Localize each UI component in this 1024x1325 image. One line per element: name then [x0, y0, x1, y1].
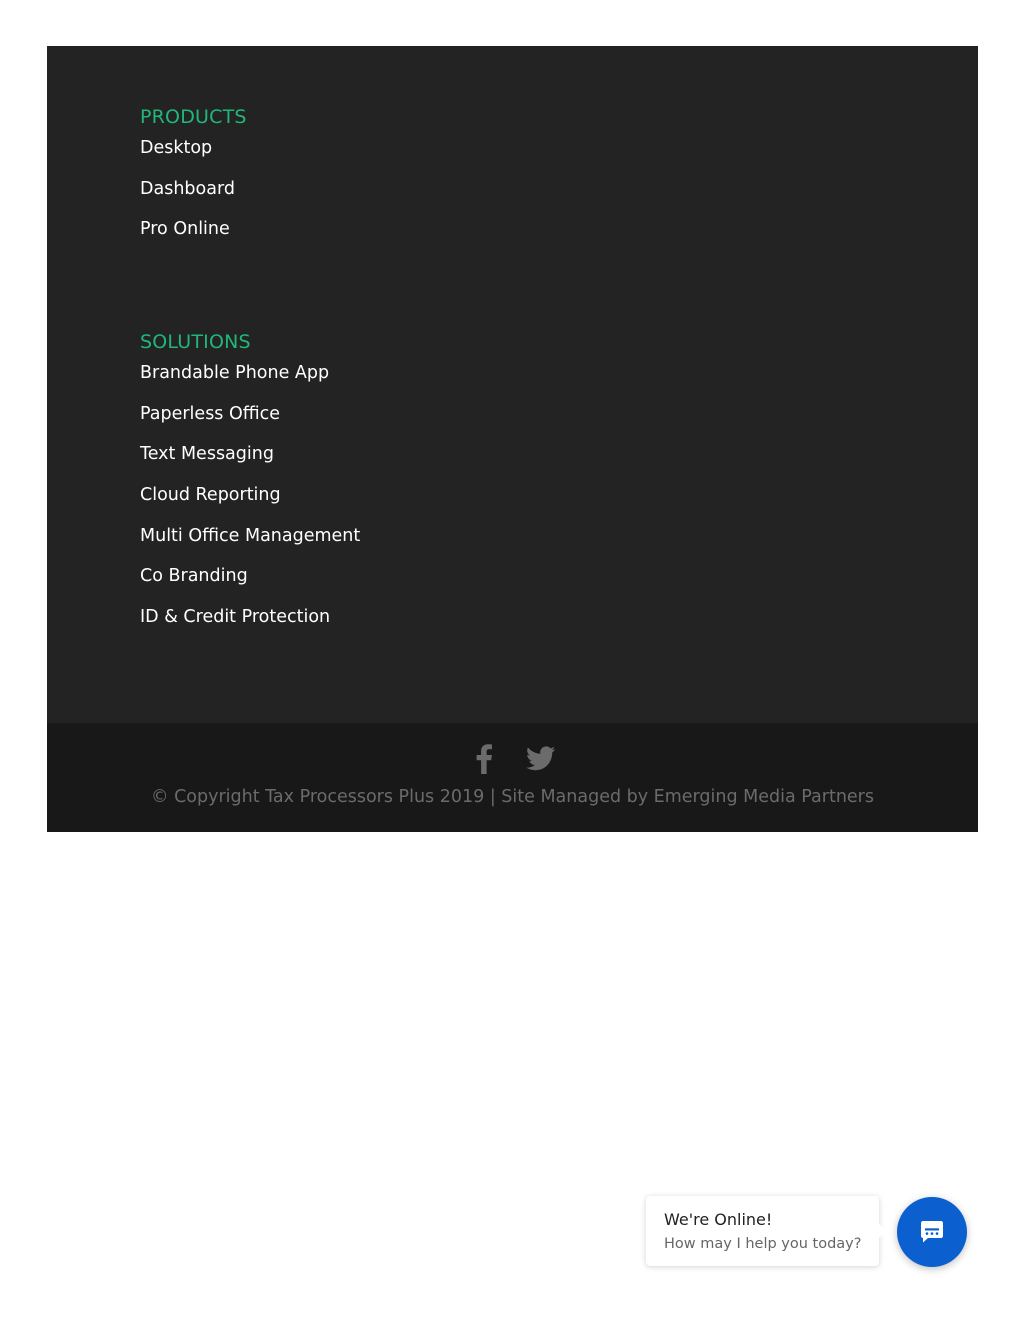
- chat-title: We're Online!: [664, 1210, 773, 1229]
- chat-greeting-bubble[interactable]: [646, 1196, 879, 1266]
- solutions-link-cloud-reporting[interactable]: Cloud Reporting: [140, 485, 281, 506]
- solutions-link-id-credit-protection[interactable]: ID & Credit Protection: [140, 607, 331, 628]
- products-heading: PRODUCTS: [140, 106, 247, 128]
- list-item: [140, 401, 360, 442]
- chat-launcher-button[interactable]: [897, 1197, 967, 1267]
- solutions-link-text-messaging[interactable]: Text Messaging: [140, 444, 274, 465]
- footer: [47, 46, 978, 832]
- twitter-link[interactable]: [524, 741, 558, 775]
- solutions-link-multi-office-management[interactable]: Multi Office Management: [140, 525, 361, 546]
- products-widget: [140, 105, 247, 257]
- solutions-link-brandable-phone-app[interactable]: Brandable Phone App: [140, 363, 330, 383]
- solutions-link-paperless-office[interactable]: Paperless Office: [140, 403, 281, 424]
- list-item: [140, 135, 247, 176]
- solutions-list: [140, 360, 360, 645]
- list-item: [140, 216, 247, 257]
- list-item: [140, 604, 360, 645]
- twitter-icon: [524, 741, 558, 775]
- social-links: [47, 741, 978, 775]
- list-item: [140, 482, 360, 523]
- footer-bottom-bar: [47, 723, 978, 832]
- facebook-icon: [468, 741, 502, 775]
- solutions-widget: [140, 330, 360, 645]
- copyright-text: © Copyright Tax Processors Plus 2019 | Site Managed by Emerging Media Partners: [151, 787, 874, 807]
- products-list: [140, 135, 247, 257]
- chat-subtitle: How may I help you today?: [664, 1236, 862, 1252]
- chat-icon: [917, 1217, 947, 1247]
- footer-widgets: [47, 46, 978, 723]
- list-item: [140, 441, 360, 482]
- products-link-dashboard[interactable]: Dashboard: [140, 178, 235, 199]
- list-item: [140, 360, 360, 401]
- list-item: [140, 176, 247, 217]
- list-item: [140, 563, 360, 604]
- products-link-pro-online[interactable]: Pro Online: [140, 219, 230, 240]
- facebook-link[interactable]: [468, 741, 502, 775]
- products-link-desktop[interactable]: Desktop: [140, 138, 213, 158]
- list-item: [140, 523, 360, 564]
- solutions-link-co-branding[interactable]: Co Branding: [140, 566, 248, 587]
- solutions-heading: SOLUTIONS: [140, 331, 251, 353]
